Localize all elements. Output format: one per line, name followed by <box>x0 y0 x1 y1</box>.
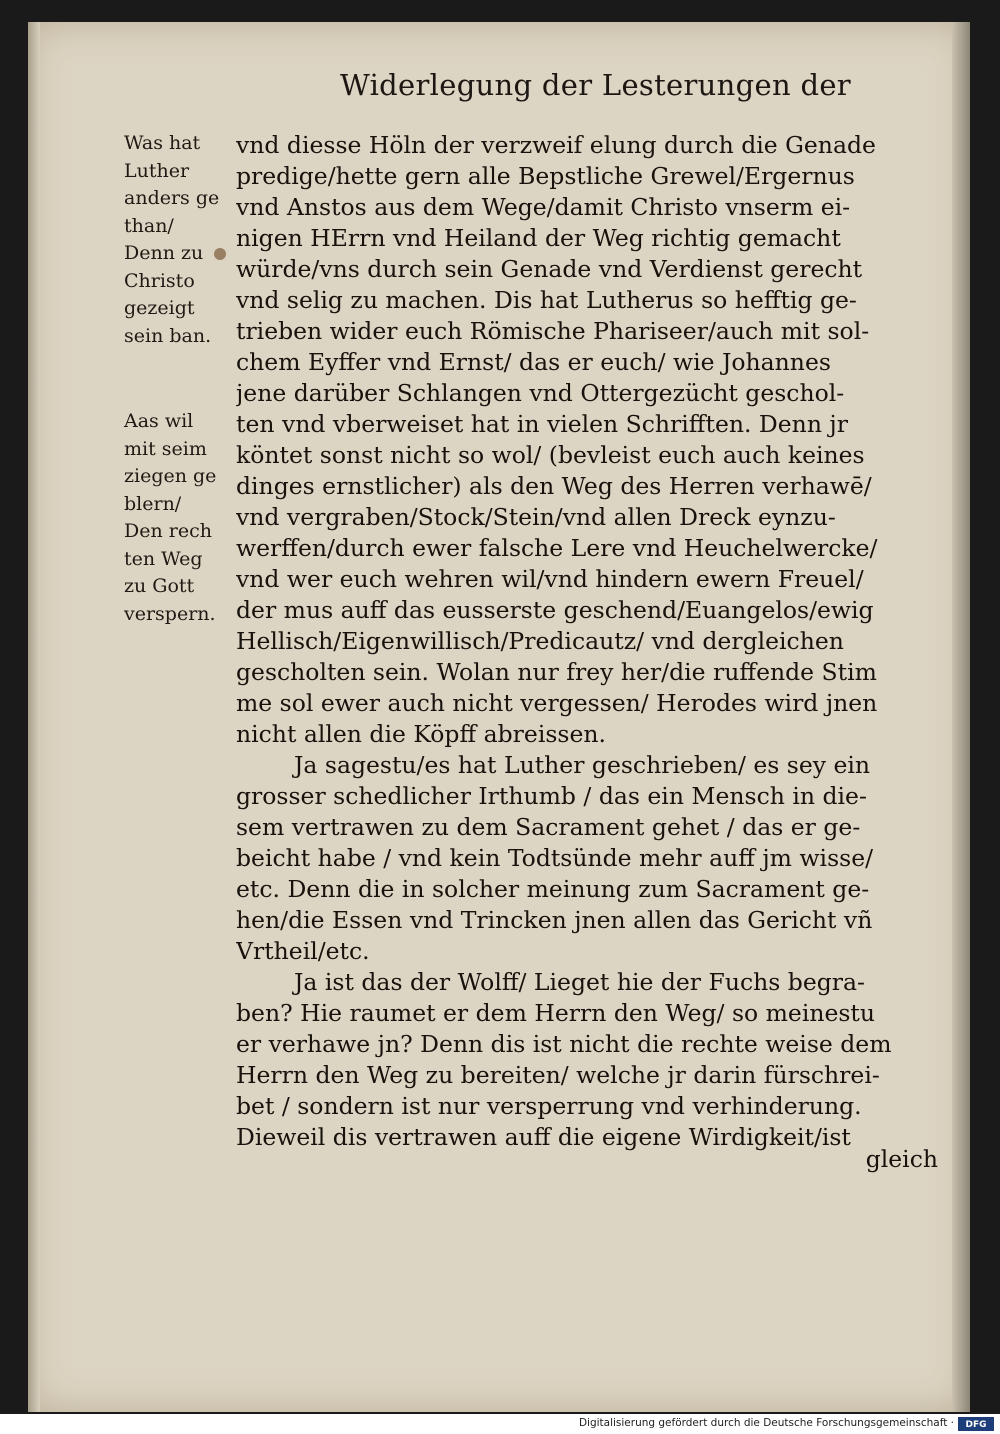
text-line: beicht habe / vnd kein Todtsünde mehr auff jm wisse/ <box>236 844 874 872</box>
text-line: vnd diesse Höln der verzweif elung durch die Genade <box>236 131 876 159</box>
text-line: bet / sondern ist nur versperrung vnd verhinderung. <box>236 1092 862 1120</box>
margin-note-line: blern/ <box>124 492 182 515</box>
text-line: chem Eyffer vnd Ernst/ das er euch/ wie Johannes <box>236 348 831 376</box>
page-edge <box>952 22 970 1412</box>
footer-bar <box>0 1414 1000 1434</box>
text-line: Vrtheil/etc. <box>236 937 370 965</box>
margin-note-line: Aas wil <box>124 410 194 432</box>
text-line: jene darüber Schlangen vnd Ottergezücht geschol- <box>236 379 845 407</box>
margin-note-2 <box>124 408 232 628</box>
margin-note-line: Den rech <box>124 520 212 542</box>
margin-note-line: sein ban. <box>124 324 212 347</box>
paragraph-first-line: Ja ist das der Wolff/ Lieget hie der Fuchs begra- <box>294 968 865 996</box>
body-text <box>236 130 936 1153</box>
margin-note-line: mit seim <box>124 437 207 460</box>
text-line: vnd vergraben/Stock/Stein/vnd allen Dreck eynzu- <box>236 503 836 531</box>
text-line: sem vertrawen zu dem Sacrament gehet / das er ge- <box>236 813 861 841</box>
margin-note-line: zu Gott <box>124 575 195 597</box>
text-line: nicht allen die Köpff abreissen. <box>236 720 606 748</box>
text-line: vnd Anstos aus dem Wege/damit Christo vnserm ei- <box>236 193 851 221</box>
margin-note-line: anders ge <box>124 187 220 209</box>
margin-note-line: Was hat <box>124 132 201 154</box>
margin-note-1 <box>124 130 232 350</box>
text-line: Hellisch/Eigenwillisch/Predicautz/ vnd dergleichen <box>236 627 844 655</box>
page-gutter-shadow <box>28 22 40 1412</box>
text-line: vnd wer euch wehren wil/vnd hindern ewern Freuel/ <box>236 565 864 593</box>
text-line: trieben wider euch Römische Phariseer/auch mit sol- <box>236 317 870 345</box>
text-line: ben? Hie raumet er dem Herrn den Weg/ so meinestu <box>236 999 876 1027</box>
text-line: predige/hette gern alle Bepstliche Grewel/Ergernus <box>236 162 855 190</box>
text-line: dinges ernstlicher) als den Weg des Herren verhawē/ <box>236 472 872 500</box>
text-line: werffen/durch ewer falsche Lere vnd Heuchelwercke/ <box>236 534 878 562</box>
margin-note-line: Christo <box>124 269 195 292</box>
text-line: gescholten sein. Wolan nur frey her/die ruffende Stim <box>236 658 877 686</box>
text-line: würde/vns durch sein Genade vnd Verdienst gerecht <box>236 255 863 283</box>
text-line: ten vnd vberweiset hat in vielen Schrifften. Denn jr <box>236 410 848 438</box>
paragraph-first-line: Ja sagestu/es hat Luther geschrieben/ es sey ein <box>294 751 871 779</box>
catchword: gleich <box>865 1145 938 1173</box>
text-line: nigen HErrn vnd Heiland der Weg richtig gemacht <box>236 224 841 252</box>
text-line: der mus auff das eusserste geschend/Euangelos/ewig <box>236 596 874 624</box>
text-line: köntet sonst nicht so wol/ (bevleist euch auch keines <box>236 441 865 469</box>
running-head: Widerlegung der Lesterungen der <box>340 68 851 102</box>
funding-credit: Digitalisierung gefördert durch die Deutsche Forschungsgemeinschaft · <box>578 1417 954 1429</box>
text-line: Dieweil dis vertrawen auff die eigene Wirdigkeit/ist <box>236 1123 851 1151</box>
margin-note-line: Luther <box>124 159 190 182</box>
margin-note-line: ten Weg <box>124 547 203 570</box>
text-line: me sol ewer auch nicht vergessen/ Herodes wird jnen <box>236 689 878 717</box>
text-line: Herrn den Weg zu bereiten/ welche jr darin fürschrei- <box>236 1061 880 1089</box>
margin-note-line: than/ <box>124 214 174 237</box>
text-line: hen/die Essen vnd Trincken jnen allen das Gericht vñ <box>236 906 873 934</box>
text-line: vnd selig zu machen. Dis hat Lutherus so hefftig ge- <box>236 286 857 314</box>
text-line: etc. Denn die in solcher meinung zum Sacrament ge- <box>236 875 870 903</box>
margin-note-line: verspern. <box>124 602 216 625</box>
ink-spot <box>214 248 226 260</box>
margin-note-line: gezeigt <box>124 297 195 319</box>
margin-note-line: ziegen ge <box>124 465 217 487</box>
text-line: er verhawe jn? Denn dis ist nicht die rechte weise dem <box>236 1030 892 1058</box>
text-line: grosser schedlicher Irthumb / das ein Mensch in die- <box>236 782 867 810</box>
dfg-logo: DFG <box>958 1417 994 1431</box>
margin-note-line: Denn zu <box>124 242 204 264</box>
